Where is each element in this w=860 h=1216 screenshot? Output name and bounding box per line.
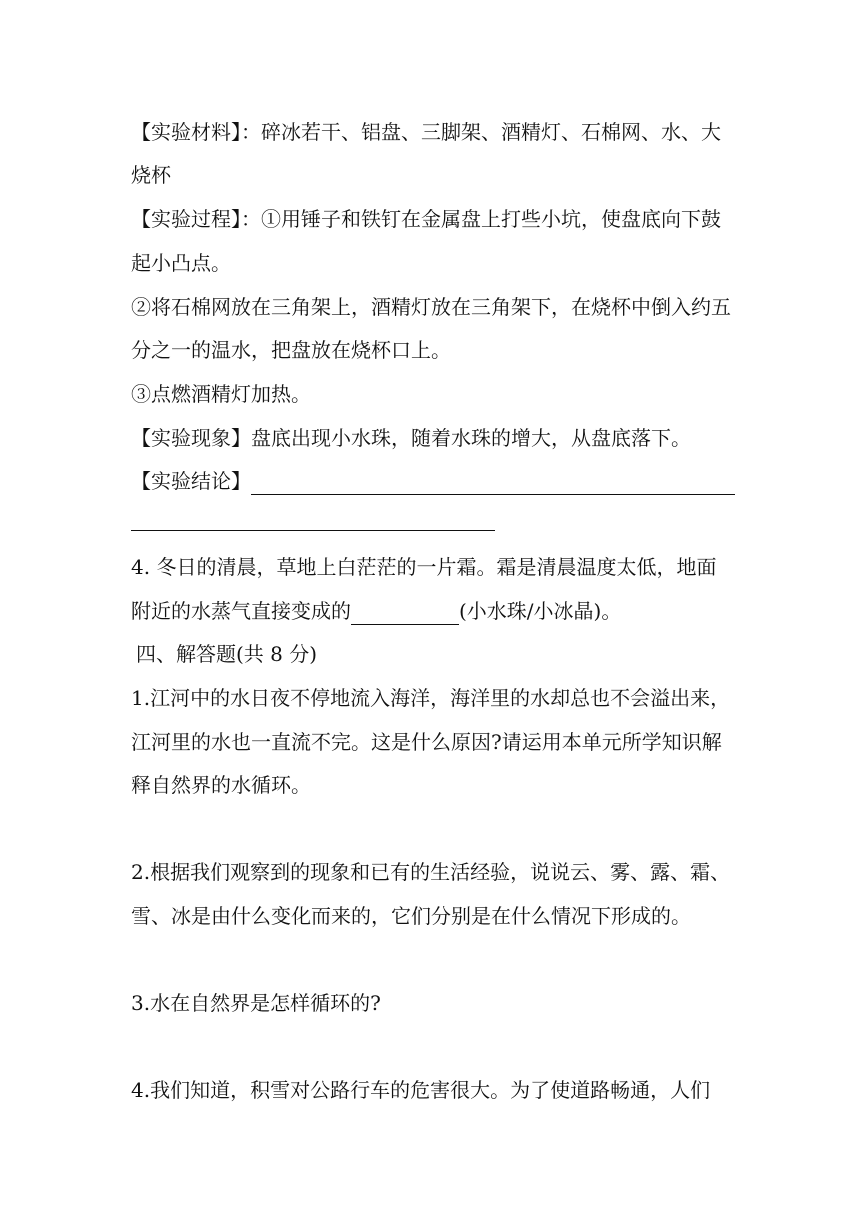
materials-line-1: 【实验材料】：碎冰若干、铝盘、三脚架、酒精灯、石棉网、水、大 [131, 120, 721, 144]
q4-fill-line-1: 4. 冬日的清晨，草地上白茫茫的一片霜。霜是清晨温度太低，地面 [131, 555, 717, 579]
conclusion-line [131, 467, 735, 495]
q4-line-1: 4.我们知道，积雪对公路行车的危害很大。为了使道路畅通，人们 [131, 1078, 711, 1102]
conclusion-label: 【实验结论】 [131, 469, 251, 493]
q4-fill-line-2 [131, 597, 621, 625]
step2-line-2: 分之一的温水，把盘放在烧杯口上。 [131, 338, 451, 362]
materials-line-2: 烧杯 [131, 163, 171, 187]
process-line-2: 起小凸点。 [131, 251, 231, 275]
q1-line-2: 江河里的水也一直流不完。这是什么原因?请运用本单元所学知识解 [131, 730, 722, 754]
q4-fill-answer-blank[interactable] [351, 602, 459, 625]
phenomenon-line: 【实验现象】盘底出现小水珠，随着水珠的增大，从盘底落下。 [131, 426, 691, 450]
conclusion-answer-blank[interactable] [251, 472, 735, 495]
step2-line-1: ②将石棉网放在三角架上，酒精灯放在三角架下，在烧杯中倒入约五 [131, 295, 731, 319]
q1-line-3: 释自然界的水循环。 [131, 773, 311, 797]
section4-heading: 四、解答题(共 8 分) [136, 642, 318, 666]
q4-fill-text-before: 附近的水蒸气直接变成的 [131, 599, 351, 623]
q4-fill-text-after: (小水珠/小冰晶)。 [459, 599, 622, 623]
q1-line-1: 1.江河中的水日夜不停地流入海洋，海洋里的水却总也不会溢出来， [131, 686, 731, 710]
q2-line-2: 雪、冰是由什么变化而来的，它们分别是在什么情况下形成的。 [131, 904, 691, 928]
q3-line: 3.水在自然界是怎样循环的? [131, 991, 381, 1015]
step3-line: ③点燃酒精灯加热。 [131, 382, 311, 406]
q2-line-1: 2.根据我们观察到的现象和已有的生活经验，说说云、雾、露、霜、 [131, 860, 731, 884]
conclusion-answer-blank-2[interactable] [131, 530, 495, 531]
process-line-1: 【实验过程】：①用锤子和铁钉在金属盘上打些小坑，使盘底向下鼓 [131, 207, 721, 231]
